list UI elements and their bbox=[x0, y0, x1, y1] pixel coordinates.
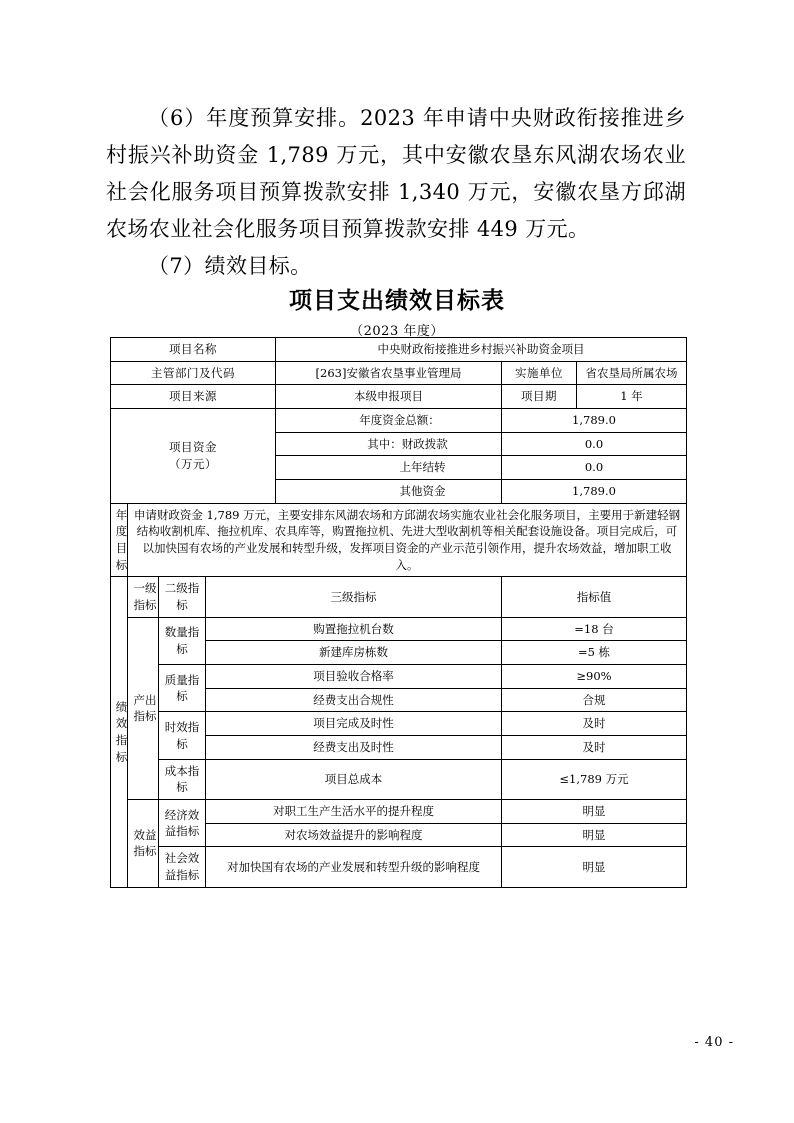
cell-level3: 项目验收合格率 bbox=[206, 665, 502, 689]
cell-output-label: 产出指标 bbox=[128, 617, 159, 799]
table-row-indicator bbox=[111, 847, 687, 887]
cell-source-value: 本级申报项目 bbox=[276, 385, 502, 409]
cell-fund-name-1: 其中：财政拨款 bbox=[276, 432, 502, 456]
cell-header-level3: 三级指标 bbox=[206, 577, 502, 617]
cell-level3: 对职工生产生活水平的提升程度 bbox=[206, 800, 502, 824]
cell-level3: 经费支出合规性 bbox=[206, 688, 502, 712]
paragraph-budget-arrangement: （6）年度预算安排。2023 年申请中央财政衔接推进乡村振兴补助资金 1,789 万元，其中安徽农垦东风湖农场农业社会化服务项目预算拨款安排 1,340 万元，安徽农垦方邱湖农场农业社会化服务项目预算拨款安排 449 万元。 bbox=[106, 106, 686, 241]
cell-benefit-label: 效益指标 bbox=[128, 800, 159, 888]
cell-level2-social: 社会效益指标 bbox=[159, 847, 206, 887]
cell-level2-economic: 经济效益指标 bbox=[159, 800, 206, 847]
cell-level3: 新建库房栋数 bbox=[206, 641, 502, 665]
cell-indicator-value: 明显 bbox=[502, 847, 687, 887]
page-title: 项目支出绩效目标表 bbox=[289, 288, 505, 314]
performance-goal-table bbox=[110, 337, 686, 888]
cell-indicator-value: ≤1,789 万元 bbox=[502, 759, 687, 799]
cell-indicator-value: ≥90% bbox=[502, 665, 687, 689]
cell-fund-value-0: 1,789.0 bbox=[502, 409, 687, 433]
cell-fund-name-0: 年度资金总额： bbox=[276, 409, 502, 433]
cell-fund-name-3: 其他资金 bbox=[276, 480, 502, 504]
cell-department-label: 主管部门及代码 bbox=[111, 361, 276, 385]
cell-department-value: [263]安徽省农垦事业管理局 bbox=[276, 361, 502, 385]
cell-impl-unit-value: 省农垦局所属农场 bbox=[577, 361, 687, 385]
cell-level2-timeliness: 时效指标 bbox=[159, 712, 206, 759]
table-row-indicator-headers bbox=[111, 577, 687, 617]
cell-project-name-label: 项目名称 bbox=[111, 338, 276, 362]
cell-indicator-value: =5 栋 bbox=[502, 641, 687, 665]
cell-funds-label: 项目资金 （万元） bbox=[111, 409, 276, 504]
cell-header-value: 指标值 bbox=[502, 577, 687, 617]
table-row-project-name bbox=[111, 338, 687, 362]
cell-indicator-value: =18 台 bbox=[502, 617, 687, 641]
cell-fund-name-2: 上年结转 bbox=[276, 456, 502, 480]
page-subtitle: （2023 年度） bbox=[350, 324, 444, 339]
table-row-fund-total bbox=[111, 409, 687, 433]
cell-level2-cost: 成本指标 bbox=[159, 759, 206, 799]
table-row-source bbox=[111, 385, 687, 409]
table-row-indicator bbox=[111, 617, 687, 641]
cell-level2-quantity: 数量指标 bbox=[159, 617, 206, 664]
cell-header-level2: 二级指标 bbox=[159, 577, 206, 617]
cell-indicator-value: 及时 bbox=[502, 712, 687, 736]
table-row-indicator bbox=[111, 800, 687, 824]
cell-annual-goal-label: 年度目标 bbox=[111, 503, 128, 577]
cell-project-name-value: 中央财政衔接推进乡村振兴补助资金项目 bbox=[276, 338, 687, 362]
cell-level3: 项目完成及时性 bbox=[206, 712, 502, 736]
cell-impl-unit-label: 实施单位 bbox=[502, 361, 577, 385]
cell-indicator-value: 合规 bbox=[502, 688, 687, 712]
cell-annual-goal-text: 申请财政资金 1,789 万元，主要安排东风湖农场和方邱湖农场实施农业社会化服务项目，主要用于新建轻钢结构收割机库、拖拉机库、农具库等，购置拖拉机、先进大型收割机等相关配套设施设备。项目完成后，可以加快国有农场的产业发展和转型升级，发挥项目资金的产业示范引领作用，提升农场效益，增加职工收入。 bbox=[128, 503, 687, 577]
cell-fund-value-2: 0.0 bbox=[502, 456, 687, 480]
cell-fund-value-1: 0.0 bbox=[502, 432, 687, 456]
table-row-indicator bbox=[111, 712, 687, 736]
cell-level3: 项目总成本 bbox=[206, 759, 502, 799]
cell-indicator-value: 明显 bbox=[502, 800, 687, 824]
cell-performance-label: 绩效指标 bbox=[111, 577, 128, 887]
cell-period-label: 项目期 bbox=[502, 385, 577, 409]
cell-period-value: 1 年 bbox=[577, 385, 687, 409]
cell-level3: 经费支出及时性 bbox=[206, 736, 502, 760]
table-row-annual-goal bbox=[111, 503, 687, 577]
cell-level3: 购置拖拉机台数 bbox=[206, 617, 502, 641]
page-number: - 40 - bbox=[694, 1035, 734, 1050]
table-row-department bbox=[111, 361, 687, 385]
cell-source-label: 项目来源 bbox=[111, 385, 276, 409]
cell-fund-value-3: 1,789.0 bbox=[502, 480, 687, 504]
cell-level3: 对加快国有农场的产业发展和转型升级的影响程度 bbox=[206, 847, 502, 887]
cell-header-level1: 一级指标 bbox=[128, 577, 159, 617]
cell-level2-quality: 质量指标 bbox=[159, 665, 206, 712]
cell-level3: 对农场效益提升的影响程度 bbox=[206, 823, 502, 847]
cell-indicator-value: 及时 bbox=[502, 736, 687, 760]
table-row-indicator bbox=[111, 665, 687, 689]
cell-indicator-value: 明显 bbox=[502, 823, 687, 847]
paragraph-performance-goal: （7）绩效目标。 bbox=[148, 254, 312, 278]
table-row-indicator bbox=[111, 759, 687, 799]
body-text bbox=[106, 100, 686, 285]
